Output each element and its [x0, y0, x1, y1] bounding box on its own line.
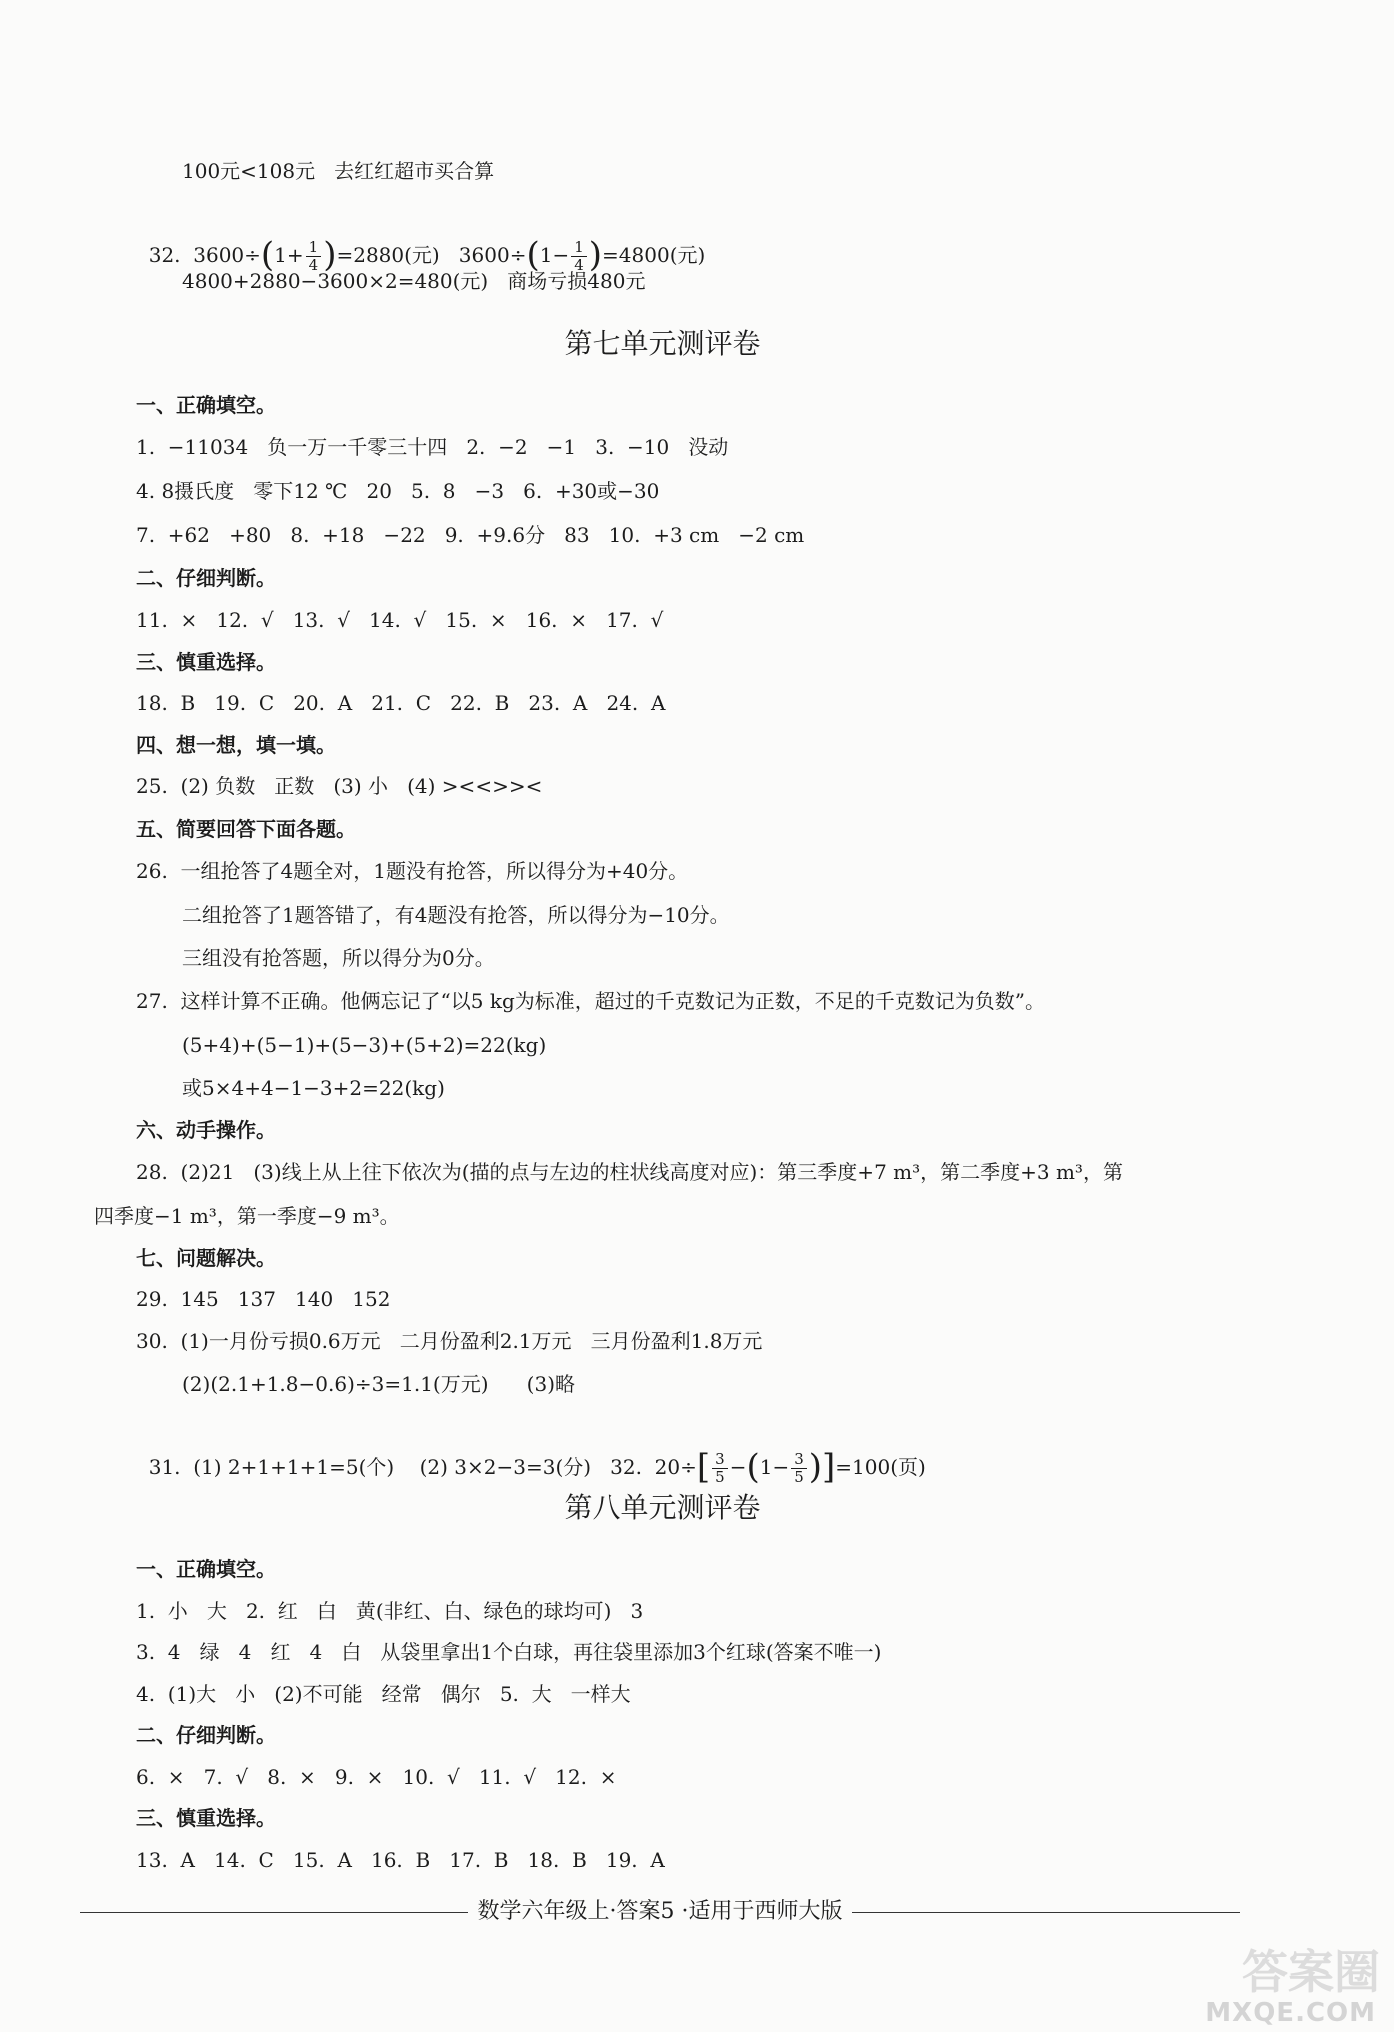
section-heading: 三、慎重选择。 — [136, 650, 276, 674]
answer-line: 30. (1)一月份亏损0.6万元 二月份盈利2.1万元 三月份盈利1.8万元 — [136, 1329, 763, 1353]
watermark-logo: 答案圈 — [1242, 1945, 1380, 1999]
answer-line: 29. 145 137 140 152 — [136, 1287, 391, 1311]
section-heading: 五、简要回答下面各题。 — [136, 817, 356, 841]
footer-text: 数学六年级上·答案5 ·适用于西师大版 — [468, 1899, 853, 1924]
fraction: $\frac{1}{4}$ — [571, 239, 587, 274]
watermark-site: MXQE.COM — [1205, 1998, 1376, 2028]
answer-line: (2)(2.1+1.8−0.6)÷3=1.1(万元) (3)略 — [182, 1372, 575, 1396]
text-segment: 32. 3600÷ — [148, 243, 261, 267]
answer-line: 3. 4 绿 4 红 4 白 从袋里拿出1个白球，再往袋里添加3个红球(答案不唯一) — [136, 1640, 882, 1664]
answer-line: 26. 一组抢答了4题全对，1题没有抢答，所以得分为+40分。 — [136, 859, 689, 883]
text-segment: =4800(元) — [602, 243, 706, 267]
answer-line-32: 32. 3600÷(1+ $\frac{1}{4}$ )=2880(元) 3600÷(1− $\frac{1}{4}$ )=4800(元) — [148, 235, 706, 275]
text-segment: 1+ — [274, 243, 304, 267]
text-segment: − — [729, 1455, 747, 1479]
answer-line: 11. × 12. √ 13. √ 14. √ 15. × 16. × 17. √ — [136, 608, 664, 632]
text-segment: =100(页) — [835, 1455, 926, 1479]
answer-line: 三组没有抢答题，所以得分为0分。 — [182, 946, 495, 970]
text-segment: 31. (1) 2+1+1+1=5(个) (2) 3×2−3=3(分) 32. 20÷ — [148, 1455, 697, 1479]
answer-line: 1. 小 大 2. 红 白 黄(非红、白、绿色的球均可) 3 — [136, 1599, 644, 1623]
text-segment: =2880(元) 3600÷ — [336, 243, 527, 267]
answer-line: (5+4)+(5−1)+(5−3)+(5+2)=22(kg) — [182, 1033, 547, 1057]
text-segment: 1− — [539, 243, 570, 267]
answer-line: 四季度−1 m³，第一季度−9 m³。 — [94, 1204, 400, 1228]
section-title: 第七单元测评卷 — [564, 327, 761, 360]
page-footer — [80, 1897, 1240, 1927]
section-heading: 四、想一想，填一填。 — [136, 733, 336, 757]
fraction: $\frac{1}{4}$ — [306, 239, 322, 274]
section-heading: 二、仔细判断。 — [136, 1723, 276, 1747]
answer-line: 4. 8摄氏度 零下12 ℃ 20 5. 8 −3 6. +30或−30 — [136, 479, 660, 503]
answer-line: 13. A 14. C 15. A 16. B 17. B 18. B 19. A — [136, 1848, 665, 1872]
section-heading: 二、仔细判断。 — [136, 566, 276, 590]
section-heading: 六、动手操作。 — [136, 1118, 276, 1142]
answer-line: 100元<108元 去红红超市买合算 — [182, 159, 495, 183]
answer-line: 或5×4+4−1−3+2=22(kg) — [182, 1076, 445, 1100]
fraction: $\frac{3}{5}$ — [791, 1451, 807, 1486]
text-segment: 1− — [759, 1455, 790, 1479]
answer-line: 7. +62 +80 8. +18 −22 9. +9.6分 83 10. +3 cm −2 cm — [136, 523, 805, 547]
section-title: 第八单元测评卷 — [564, 1491, 761, 1524]
section-heading: 七、问题解决。 — [136, 1246, 276, 1270]
answer-line: 27. 这样计算不正确。他俩忘记了“以5 kg为标准，超过的千克数记为正数，不足的千克数记为负数”。 — [136, 989, 1045, 1013]
answer-line: 4800+2880−3600×2=480(元) 商场亏损480元 — [182, 269, 646, 293]
section-heading: 一、正确填空。 — [136, 393, 276, 417]
answer-line: 28. (2)21 (3)线上从上往下依次为(描的点与左边的柱状线高度对应)：第三季度+7 m³，第二季度+3 m³，第 — [136, 1160, 1123, 1184]
section-heading: 三、慎重选择。 — [136, 1806, 276, 1830]
answer-line: 二组抢答了1题答错了，有4题没有抢答，所以得分为−10分。 — [182, 903, 730, 927]
answer-line: 1. −11034 负一万一千零三十四 2. −2 −1 3. −10 没动 — [136, 435, 729, 459]
footer-text-wrap — [80, 1897, 1240, 1927]
fraction: $\frac{3}{5}$ — [712, 1451, 728, 1486]
answer-line: 18. B 19. C 20. A 21. C 22. B 23. A 24. A — [136, 691, 666, 715]
answer-line-31-32: 31. (1) 2+1+1+1=5(个) (2) 3×2−3=3(分) 32. 20÷[ $\frac{3}{5}$ −(1− $\frac{3}{5}$ )]=100(页) — [148, 1447, 926, 1487]
section-heading: 一、正确填空。 — [136, 1557, 276, 1581]
answer-line: 25. (2) 负数 正数 (3) 小 (4) ><<>>< — [136, 774, 543, 798]
answer-line: 6. × 7. √ 8. × 9. × 10. √ 11. √ 12. × — [136, 1765, 617, 1789]
answer-line: 4. (1)大 小 (2)不可能 经常 偶尔 5. 大 一样大 — [136, 1682, 631, 1706]
